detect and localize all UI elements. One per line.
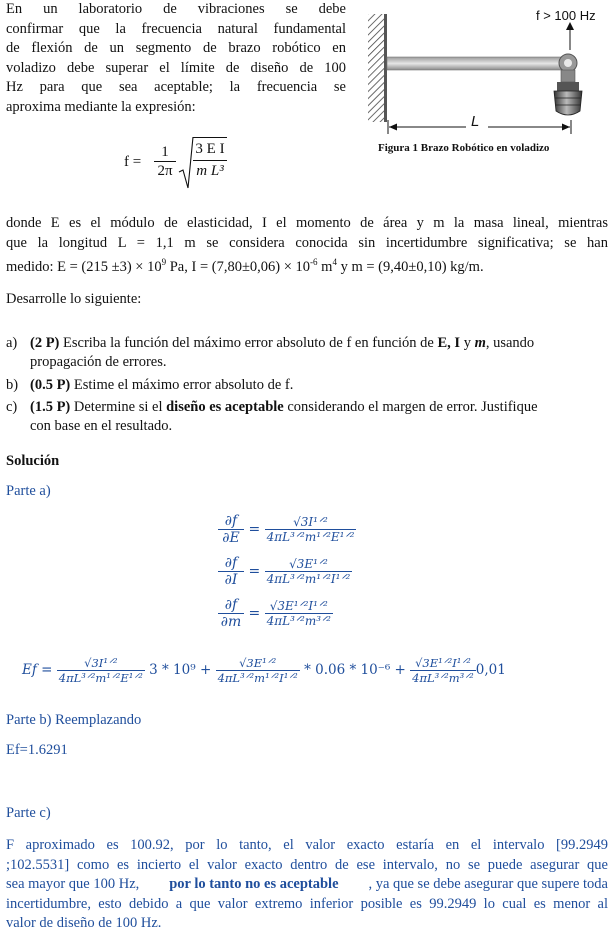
intro-line-1: En un laboratorio de vibraciones se debe bbox=[6, 1, 346, 17]
conclusion-line-1: F aproximado es 100.92, por lo tanto, el valor exacto estaría en el intervalo [99.2949 bbox=[6, 837, 608, 853]
beam bbox=[387, 57, 563, 70]
frequency-formula bbox=[124, 134, 254, 194]
error-formula: Ef = $\frac{\text{√3I¹ᐟ²}}{\text{4πL³ᐟ²m¹ᐟ²E¹ᐟ²}}$ 3 * 10⁹ + $\frac{\text{√3E¹ᐟ²}}{\text{4πL³ᐟ²m¹ᐟ²I¹ᐟ²}}$ * 0.06 * 10⁻⁶ + $\frac{\text{√3E¹ᐟ²I¹ᐟ²}}{\text{4πL³ᐟ²m³ᐟ²}}$ 0,01 bbox=[22, 656, 506, 685]
task-c-continuation: con base en el resultado. bbox=[30, 418, 173, 434]
task-a-continuation: propagación de errores. bbox=[30, 354, 167, 370]
root-denominator: m L³ bbox=[196, 163, 224, 179]
cantilever-figure bbox=[358, 2, 613, 162]
conclusion-line-2: ;102.5531] como es incierto el valor exacto dentro de ese intervalo, no se puede asegurar que bbox=[6, 856, 608, 873]
motor-body bbox=[554, 91, 582, 115]
wall-face bbox=[384, 14, 387, 122]
root-numerator: 3 E I bbox=[193, 138, 227, 161]
intro-line-6: aproxima mediante la expresión: bbox=[6, 98, 196, 115]
task-intro: Desarrolle lo siguiente: bbox=[6, 291, 142, 307]
sqrt-icon bbox=[178, 136, 194, 190]
intro-line-2: confirmar que la frecuencia natural fundamental bbox=[6, 20, 346, 37]
task-c: c) (1.5 P) Determine si el diseño es aceptable considerando el margen de error. Justifique bbox=[6, 399, 538, 415]
description-line-3: medido: $E = (215 \pm 3) \times 10^9$ Pa, $I = (7,80\pm 0,06) \times 10^{-6}$ $m^4$ y m = (9,40±0,10) kg/m. bbox=[6, 257, 484, 275]
formula-denominator: 2π bbox=[157, 163, 173, 179]
intro-line-4: voladizo debe superar el límite de diseño de 100 bbox=[6, 59, 346, 76]
intro-line-3: de flexión de un segmento de brazo robótico en bbox=[6, 40, 346, 56]
joint-link bbox=[561, 70, 575, 82]
length-label: L bbox=[471, 113, 480, 130]
cantilever-arm-drawing bbox=[358, 2, 613, 162]
description-line-1: donde E es el módulo de elasticidad, I el momento de área y m la masa lineal, mientras bbox=[6, 215, 608, 231]
ef-value: Ef=1.6291 bbox=[6, 742, 68, 758]
task-b: b) (0.5 P) Estime el máximo error absoluto de f. bbox=[6, 377, 294, 393]
formula-fraction bbox=[154, 144, 176, 180]
figure-caption: Figura 1 Brazo Robótico en voladizo bbox=[378, 142, 550, 154]
motor-top bbox=[557, 82, 579, 91]
conclusion-line-4: incertidumbre, esto debido a que valor extremo inferior posible es 99.2949 lo cual es menor al bbox=[6, 895, 608, 912]
conclusion-line-5: valor de diseño de 100 Hz. bbox=[6, 915, 162, 931]
conclusion-line-3: sea mayor que 100 Hz, por lo tanto no es aceptable , ya que se debe asegurar que supere toda bbox=[6, 876, 608, 892]
derivative-I: $\frac{\partial f}{\partial I}$ = $\frac{\text{√3E¹ᐟ²}}{\text{4πL³ᐟ²m¹ᐟ²I¹ᐟ²}}$ bbox=[218, 555, 352, 588]
part-a-label: Parte a) bbox=[6, 483, 51, 499]
description-line-2: que la longitud L = 1,1 m se considera conocida sin incertidumbre significativa; se han bbox=[6, 234, 608, 251]
task-a: a) (2 P) Escriba la función del máximo error absoluto de f en función de E, I y m, usando bbox=[6, 335, 535, 351]
derivative-m: $\frac{\partial f}{\partial m}$ = $\frac{\text{√3E¹ᐟ²I¹ᐟ²}}{\text{4πL³ᐟ²m³ᐟ²}}$ bbox=[218, 597, 333, 630]
solution-title: Solución bbox=[6, 453, 60, 469]
formula-lhs: f = bbox=[124, 154, 142, 170]
intro-line-5: Hz para que sea aceptable; la frecuencia se bbox=[6, 79, 346, 95]
part-b-label: Parte b) Reemplazando bbox=[6, 712, 142, 728]
arrow-head-icon bbox=[566, 22, 574, 30]
formula-numerator: 1 bbox=[154, 144, 176, 162]
derivative-E: $\frac{\partial f}{\partial E}$ = $\frac{\text{√3I¹ᐟ²}}{\text{4πL³ᐟ²m¹ᐟ²E¹ᐟ²}}$ bbox=[218, 513, 356, 546]
part-c-label: Parte c) bbox=[6, 805, 51, 821]
frequency-label: f > 100 Hz bbox=[536, 8, 596, 23]
joint-center bbox=[564, 59, 572, 67]
wall-hatch bbox=[368, 14, 384, 122]
root-fraction bbox=[193, 137, 227, 181]
